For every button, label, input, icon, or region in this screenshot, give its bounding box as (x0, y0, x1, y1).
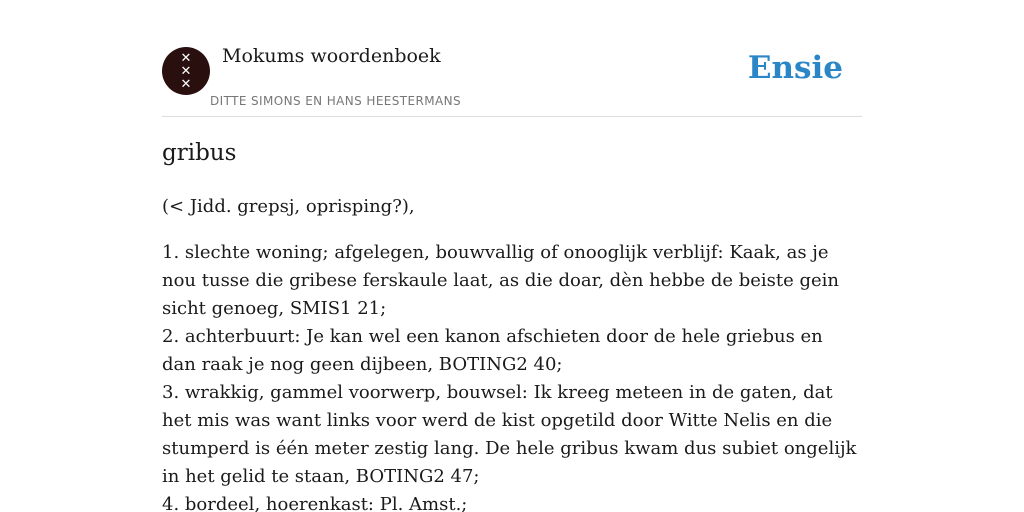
sense-2: 2. achterbuurt: Je kan wel een kanon afschieten door de hele griebus en dan raak je nog geen dijbeen, BOTING2 40; (162, 326, 823, 375)
sense-1: 1. slechte woning; afgelegen, bouwvallig of onooglijk verblijf: Kaak, as je nou tusse die gribese ferskaule laat, as die doar, dèn hebbe de beiste gein sicht genoeg, SMIS1 21; (162, 242, 840, 319)
entry-senses (162, 239, 862, 512)
dictionary-authors: DITTE SIMONS EN HANS HEESTERMANS (210, 94, 462, 108)
entry-headword: gribus (162, 140, 237, 166)
cross-icon: ✕ (180, 76, 192, 92)
dictionary-title-link[interactable]: Mokums woordenboek (222, 45, 441, 67)
page (162, 0, 862, 512)
site-header (162, 0, 862, 117)
sense-4: 4. bordeel, hoerenkast: Pl. Amst.; (162, 494, 468, 512)
entry-etymology: (< Jidd. grepsj, oprisping?), (162, 196, 415, 217)
ensie-brand-link[interactable]: Ensie (747, 50, 843, 86)
cross-icon: ✕ (180, 63, 192, 79)
cross-icon: ✕ (180, 50, 192, 66)
amsterdam-crosses-logo[interactable] (162, 47, 210, 95)
sense-3: 3. wrakkig, gammel voorwerp, bouwsel: Ik kreeg meteen in de gaten, dat het mis was want links voor werd de kist opgetild door Witte Nelis en die stumperd is één meter zestig lang. De hele gribus kwam dus subiet ongelijk in het gelid te staan, BOTING2 47; (162, 382, 857, 487)
